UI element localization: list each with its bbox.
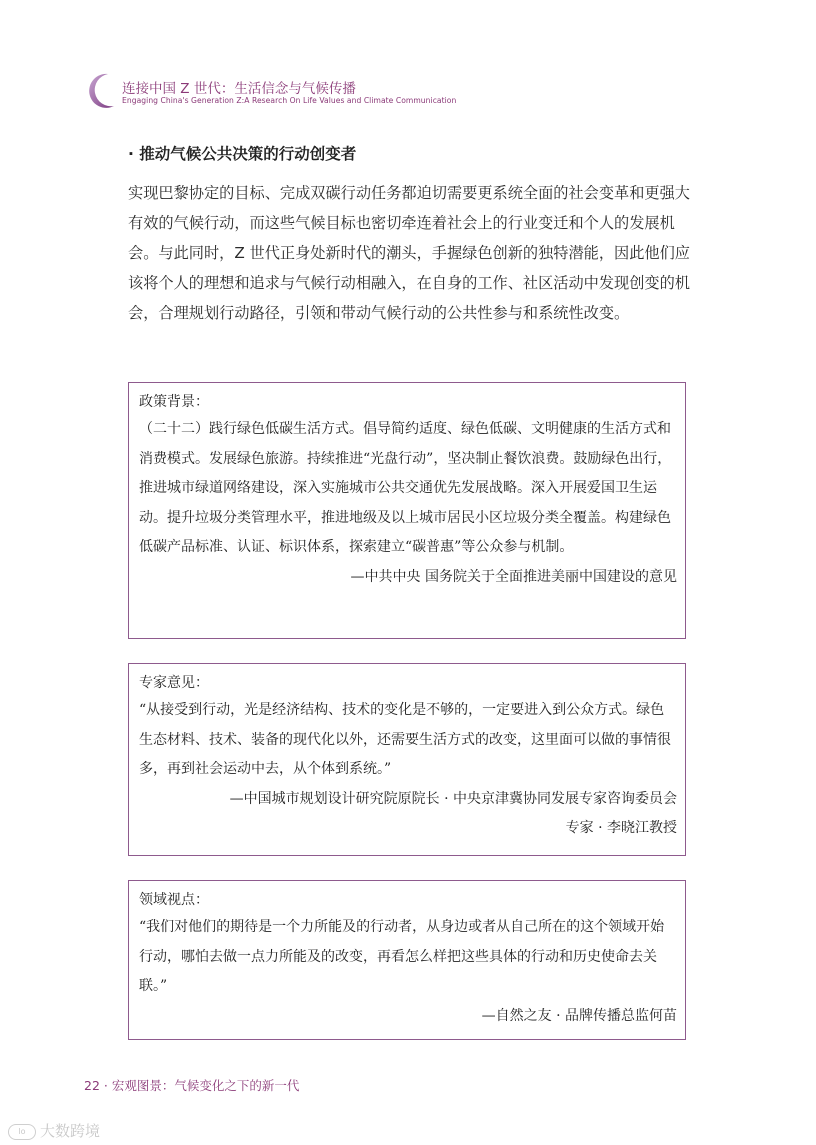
policy-background-box <box>128 382 686 639</box>
watermark <box>8 1120 100 1142</box>
expert-box-attribution-line1: —中国城市规划设计研究院原院长 · 中央京津冀协同发展专家咨询委员会 <box>229 790 677 807</box>
page-footer: 22 · 宏观图景：气候变化之下的新一代 <box>84 1078 300 1093</box>
report-title: 连接中国 Z 世代：生活信念与气候传播 <box>122 81 356 97</box>
policy-box-label: 政策背景： <box>139 394 209 410</box>
report-subtitle: Engaging China's Generation Z:A Research On Life Values and Climate Communication <box>122 96 457 105</box>
page-header <box>84 70 604 114</box>
policy-box-attribution: —中共中央 国务院关于全面推进美丽中国建设的意见 <box>350 568 677 585</box>
crescent-moon-logo-icon <box>84 72 118 110</box>
expert-box-label: 专家意见： <box>139 675 209 691</box>
field-box-quote: “我们对他们的期待是一个力所能及的行动者，从身边或者从自己所在的这个领域开始行动，哪怕去做一点力所能及的改变，再看怎么样把这些具体的行动和历史使命去关联。” <box>139 919 665 994</box>
policy-box-text: （二十二）践行绿色低碳生活方式。倡导简约适度、绿色低碳、文明健康的生活方式和消费模式。发展绿色旅游。持续推进“光盘行动”，坚决制止餐饮浪费。鼓励绿色出行，推进城市绿道网络建设，深入实施城市公共交通优先发展战略。深入开展爱国卫生运动。提升垃圾分类管理水平，推进地级及以上城市居民小区垃圾分类全覆盖。构建绿色低碳产品标准、认证、标识体系，探索建立“碳普惠”等公众参与机制。 <box>139 421 672 555</box>
expert-opinion-box <box>128 663 686 856</box>
field-box-attribution: —自然之友 · 品牌传播总监何苗 <box>481 1007 677 1024</box>
field-viewpoint-box <box>128 880 686 1040</box>
section-heading: · 推动气候公共决策的行动创变者 <box>128 145 357 163</box>
expert-box-attribution-line2: 专家 · 李晓江教授 <box>565 820 677 836</box>
watermark-logo-icon: lo <box>8 1124 36 1140</box>
field-box-label: 领域视点： <box>139 892 209 908</box>
section-body-paragraph: 实现巴黎协定的目标、完成双碳行动任务都迫切需要更系统全面的社会变革和更强大有效的气候行动，而这些气候目标也密切牵连着社会上的行业变迁和个人的发展机会。与此同时，Z 世代正身处新时代的潮头，手握绿色创新的独特潜能，因此他们应该将个人的理想和追求与气候行动相融入，在自身的工作、社区活动中发现创变的机会，合理规划行动路径，引领和带动气候行动的公共性参与和系统性改变。 <box>128 184 690 322</box>
expert-box-quote: “从接受到行动，光是经济结构、技术的变化是不够的，一定要进入到公众方式。绿色生态材料、技术、装备的现代化以外，还需要生活方式的改变，这里面可以做的事情很多，再到社会运动中去，从个体到系统。” <box>139 702 671 777</box>
watermark-text: 大数跨境 <box>40 1122 101 1140</box>
